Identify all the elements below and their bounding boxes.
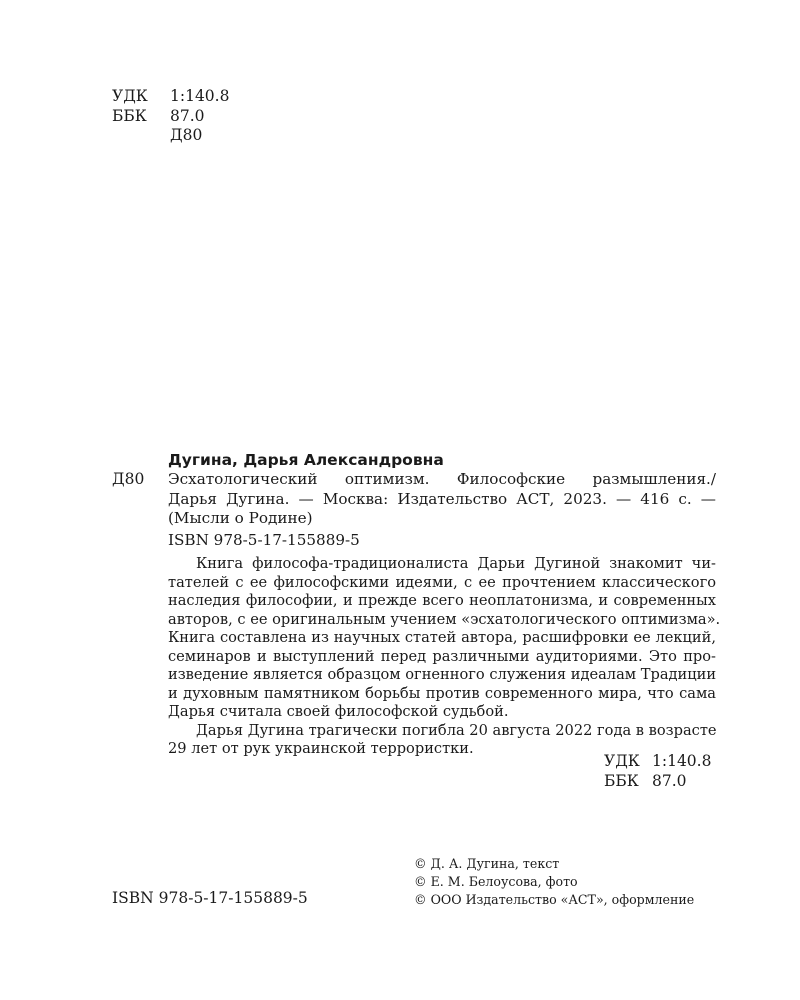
- bbk-label: ББК: [604, 772, 639, 790]
- top-classification-block: [112, 87, 229, 146]
- annotation-line: тателей с ее философскими идеями, с ее прочтением классического: [168, 573, 716, 591]
- bbk-value: 87.0: [652, 772, 687, 790]
- annotation-line: Дарья считала своей философской судьбой.: [168, 703, 509, 720]
- udk-label: УДК: [604, 752, 640, 770]
- author-heading: Дугина, Дарья Александровна: [168, 451, 444, 469]
- title-line: Дарья Дугина. — Москва: Издательство АСТ, 2023. — 416 с. —: [168, 489, 716, 508]
- annotation-line: Дарья Дугина трагически погибла 20 августа 2022 года в возрасте: [196, 721, 717, 739]
- annotation-line: Книга составлена из научных статей автора, расшифровки ее лекций,: [168, 629, 716, 646]
- udk-row: [112, 87, 229, 107]
- bbk-row: [112, 107, 229, 127]
- udk-row: [604, 752, 711, 772]
- annotation-line: и духовным памятником борьбы против современного мира, что сама: [168, 684, 716, 702]
- title-description: [168, 470, 716, 530]
- udk-value: 1:140.8: [652, 752, 712, 770]
- bottom-classification-block: [604, 752, 711, 792]
- copyright-line: © ООО Издательство «АСТ», оформление: [414, 892, 695, 907]
- copyright-line: © Е. М. Белоусова, фото: [414, 874, 578, 889]
- author-mark-top: Д80: [170, 126, 203, 144]
- annotation-line: авторов, с ее оригинальным учением «эсхатологического оптимизма».: [168, 610, 721, 628]
- title-line: (Мысли о Родине): [168, 509, 313, 527]
- bbk-value: 87.0: [170, 106, 205, 125]
- udk-label: УДК: [112, 87, 148, 105]
- udk-value: 1:140.8: [170, 87, 230, 105]
- annotation-line: семинаров и выступлений перед различными аудиториями. Это про-: [168, 647, 716, 665]
- annotation-line: наследия философии, и прежде всего неоплатонизма, и современных: [168, 592, 716, 609]
- bbk-row: [604, 772, 711, 792]
- copyright-line: © Д. А. Дугина, текст: [414, 856, 560, 871]
- annotation: [168, 554, 721, 757]
- title-line: Эсхатологический оптимизм. Философские размышления./: [168, 470, 716, 488]
- bbk-label: ББК: [112, 106, 147, 125]
- annotation-line: 29 лет от рук украинской террористки.: [168, 740, 474, 757]
- annotation-line: изведение является образцом огненного служения идеалам Традиции: [168, 666, 717, 683]
- isbn-footer: ISBN 978-5-17-155889-5: [112, 889, 308, 907]
- isbn-record: ISBN 978-5-17-155889-5: [168, 531, 360, 549]
- annotation-line: Книга философа-традиционалиста Дарьи Дугиной знакомит чи-: [196, 555, 716, 572]
- author-mark-row: [112, 126, 229, 146]
- author-mark: Д80: [112, 470, 145, 488]
